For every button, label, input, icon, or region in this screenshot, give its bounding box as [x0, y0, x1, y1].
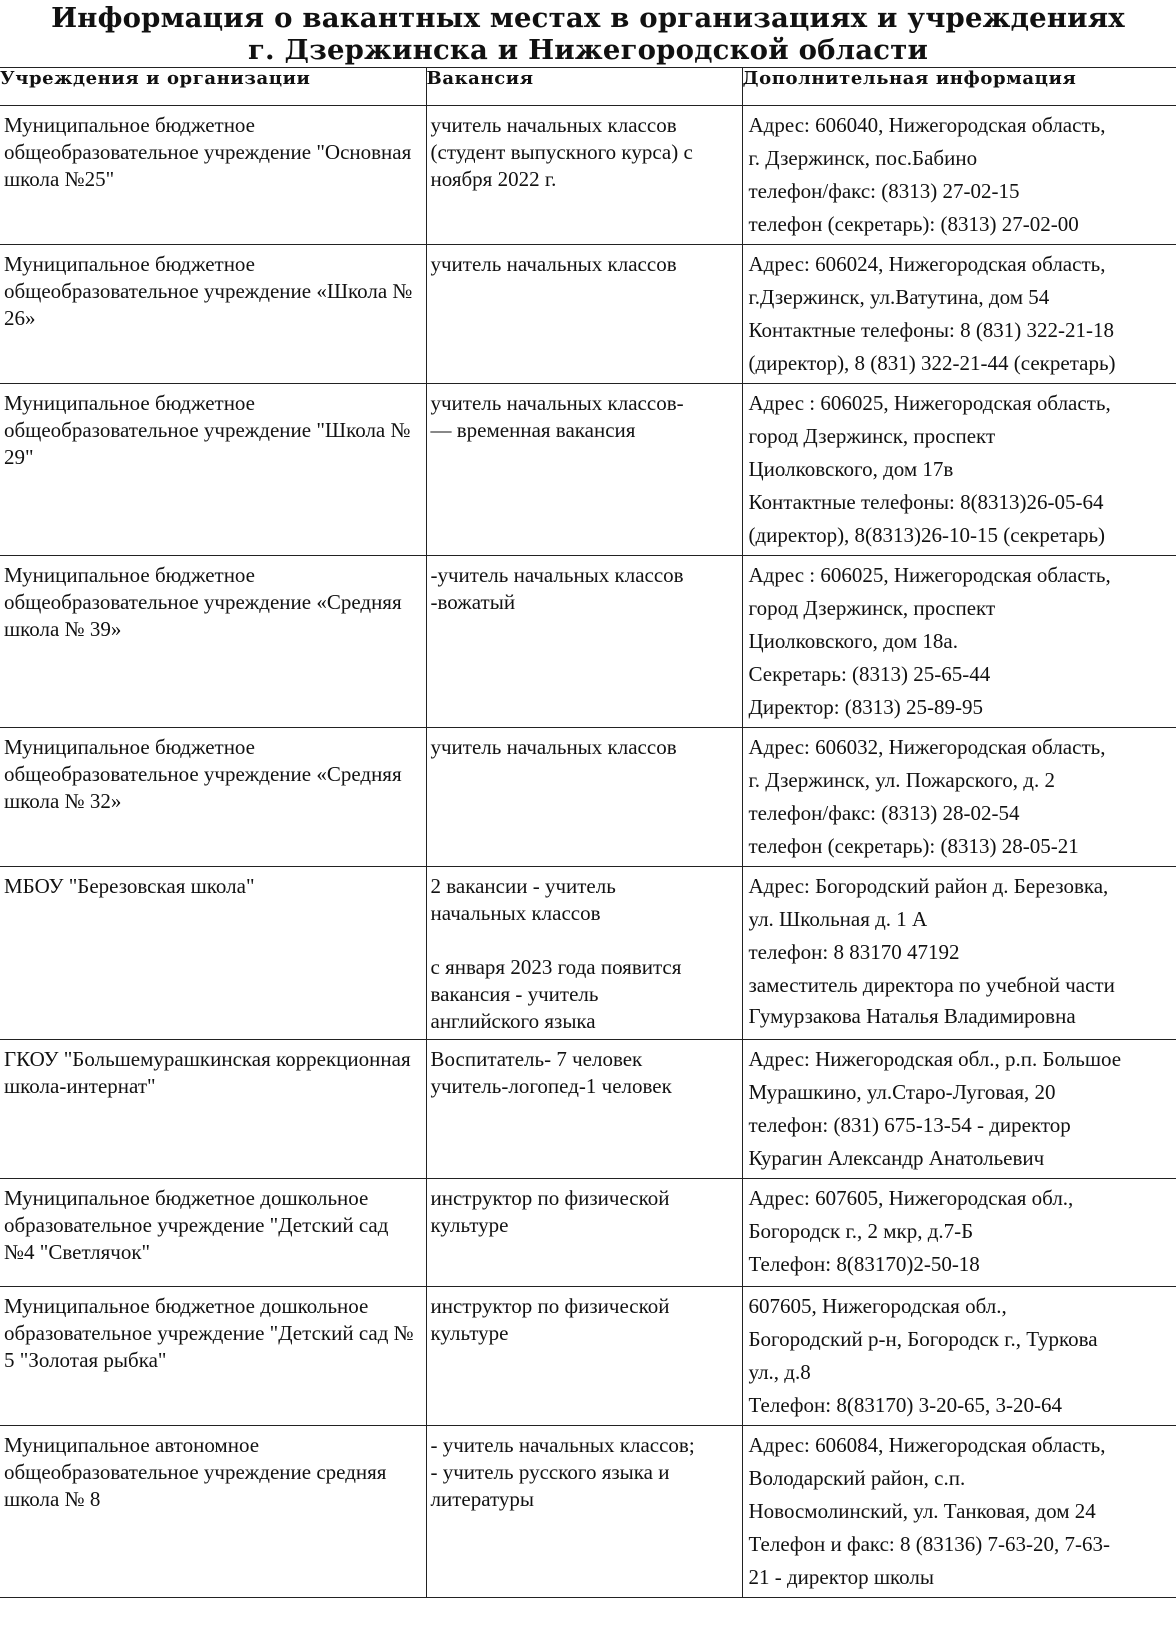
table-row — [0, 1179, 1176, 1287]
vacancy-text: учитель начальных классов- — временная вакансия — [430, 391, 684, 442]
table-row — [0, 384, 1176, 556]
organization-cell — [0, 556, 426, 728]
organization-cell — [0, 106, 426, 245]
organization-cell — [0, 384, 426, 556]
contact-info: Адрес: 606024, Нижегородская область, г.Дзержинск, ул.Ватутина, дом 54 Контактные телефоны: 8 (831) 322-21-18 (директор), 8 (831) 322-21-44 (секретарь) — [748, 252, 1116, 375]
table-row — [0, 106, 1176, 245]
contact-info: Адрес: 606084, Нижегородская область, Володарский район, с.п. Новосмолинский, ул. Танковая, дом 24 Телефон и факс: 8 (83136) 7-63-20, 7-63- 21 - директор школы — [748, 1433, 1110, 1589]
organization-name: Муниципальное бюджетное общеобразовательное учреждение «Школа № 26» — [4, 252, 413, 330]
page-title-line-2: г. Дзержинска и Нижегородской области — [247, 34, 929, 66]
table-row — [0, 556, 1176, 728]
organization-name: Муниципальное бюджетное общеобразовательное учреждение "Основная школа №25" — [4, 113, 412, 191]
vacancy-cell — [426, 1287, 742, 1426]
info-cell — [742, 1179, 1176, 1287]
table-header-row — [0, 68, 1176, 106]
table-row — [0, 1287, 1176, 1426]
organization-name: ГКОУ "Большемурашкинская коррекционная школа-интернат" — [4, 1047, 411, 1098]
vacancy-cell — [426, 867, 742, 1040]
vacancy-cell — [426, 384, 742, 556]
info-cell — [742, 1426, 1176, 1598]
vacancy-cell — [426, 1179, 742, 1287]
page-title-line-1: Информация о вакантных местах в организациях и учреждениях — [51, 2, 1125, 34]
vacancy-cell — [426, 1426, 742, 1598]
vacancy-text: 2 вакансии - учитель начальных классов с января 2023 года появится вакансия - учитель английского языка — [430, 874, 682, 1033]
page-title — [0, 0, 1176, 66]
vacancy-cell — [426, 1040, 742, 1179]
organization-name: Муниципальное бюджетное общеобразовательное учреждение «Средняя школа № 39» — [4, 563, 402, 641]
contact-info: Адрес: Богородский район д. Березовка, ул. Школьная д. 1 А телефон: 8 83170 47192 заместитель директора по учебной части — [748, 874, 1115, 997]
vacancy-text: учитель начальных классов (студент выпускного курса) с ноября 2022 г. — [430, 113, 693, 191]
info-cell — [742, 384, 1176, 556]
table-row — [0, 245, 1176, 384]
organization-cell — [0, 1426, 426, 1598]
info-cell — [742, 1287, 1176, 1426]
info-cell — [742, 728, 1176, 867]
vacancy-cell — [426, 245, 742, 384]
organization-cell — [0, 867, 426, 1040]
contact-info: Адрес: 607605, Нижегородская обл., Богородск г., 2 мкр, д.7-Б Телефон: 8(83170)2-50-18 — [748, 1186, 1074, 1276]
vacancy-text: -учитель начальных классов -вожатый — [430, 563, 684, 614]
table-row — [0, 1040, 1176, 1179]
vacancy-text: учитель начальных классов — [430, 252, 677, 276]
organization-name: Муниципальное бюджетное общеобразовательное учреждение "Школа № 29" — [4, 391, 411, 469]
organization-cell — [0, 728, 426, 867]
column-header-vacancy: Вакансия — [426, 68, 742, 106]
vacancy-cell — [426, 556, 742, 728]
organization-cell — [0, 1040, 426, 1179]
contact-info: Адрес : 606025, Нижегородская область, город Дзержинск, проспект Циолковского, дом 17в Контактные телефоны: 8(8313)26-05-64 (директор), 8(8313)26-10-15 (секретарь) — [748, 391, 1111, 547]
table-row — [0, 1426, 1176, 1598]
contact-info: Адрес: 606032, Нижегородская область, г. Дзержинск, ул. Пожарского, д. 2 телефон/факс: (8313) 28-02-54 телефон (секретарь): (8313) 28-05-21 — [748, 735, 1106, 858]
vacancy-text: учитель начальных классов — [430, 735, 677, 759]
vacancy-cell — [426, 728, 742, 867]
info-cell — [742, 245, 1176, 384]
organization-name: Муниципальное бюджетное дошкольное образовательное учреждение "Детский сад №4 "Светлячок" — [4, 1186, 389, 1264]
vacancies-table — [0, 67, 1176, 1598]
info-cell — [742, 106, 1176, 245]
info-cell — [742, 1040, 1176, 1179]
organization-name: Муниципальное бюджетное общеобразовательное учреждение «Средняя школа № 32» — [4, 735, 402, 813]
organization-cell — [0, 1287, 426, 1426]
vacancy-text: инструктор по физической культуре — [430, 1186, 670, 1237]
vacancy-cell — [426, 106, 742, 245]
vacancy-text: - учитель начальных классов; - учитель русского языка и литературы — [430, 1433, 695, 1511]
column-header-additional-info: Дополнительная информация — [742, 68, 1176, 106]
column-header-organization: Учреждения и организации — [0, 68, 426, 106]
vacancy-text: Воспитатель- 7 человек учитель-логопед-1 человек — [430, 1047, 672, 1098]
organization-name: Муниципальное бюджетное дошкольное образовательное учреждение "Детский сад № 5 "Золотая рыбка" — [4, 1294, 414, 1372]
table-row — [0, 867, 1176, 1040]
contact-info: 607605, Нижегородская обл., Богородский р-н, Богородск г., Туркова ул., д.8 Телефон: 8(83170) 3-20-65, 3-20-64 — [748, 1294, 1098, 1417]
vacancy-text: инструктор по физической культуре — [430, 1294, 670, 1345]
organization-cell — [0, 1179, 426, 1287]
contact-info: Адрес: 606040, Нижегородская область, г. Дзержинск, пос.Бабино телефон/факс: (8313) 27-02-15 телефон (секретарь): (8313) 27-02-00 — [748, 113, 1106, 236]
organization-cell — [0, 245, 426, 384]
table-row — [0, 728, 1176, 867]
contact-info: Адрес: Нижегородская обл., р.п. Большое Мурашкино, ул.Старо-Луговая, 20 телефон: (831) 675-13-54 - директор Курагин Александр Анатольевич — [748, 1047, 1122, 1170]
organization-name: Муниципальное автономное общеобразовательное учреждение средняя школа № 8 — [4, 1433, 387, 1511]
info-cell — [742, 556, 1176, 728]
contact-person: Гумурзакова Наталья Владимировна — [748, 1004, 1076, 1028]
contact-info: Адрес : 606025, Нижегородская область, город Дзержинск, проспект Циолковского, дом 18а. Секретарь: (8313) 25-65-44 Директор: (8313) 25-89-95 — [748, 563, 1111, 719]
info-cell — [742, 867, 1176, 1040]
organization-name: МБОУ "Березовская школа" — [4, 874, 255, 898]
